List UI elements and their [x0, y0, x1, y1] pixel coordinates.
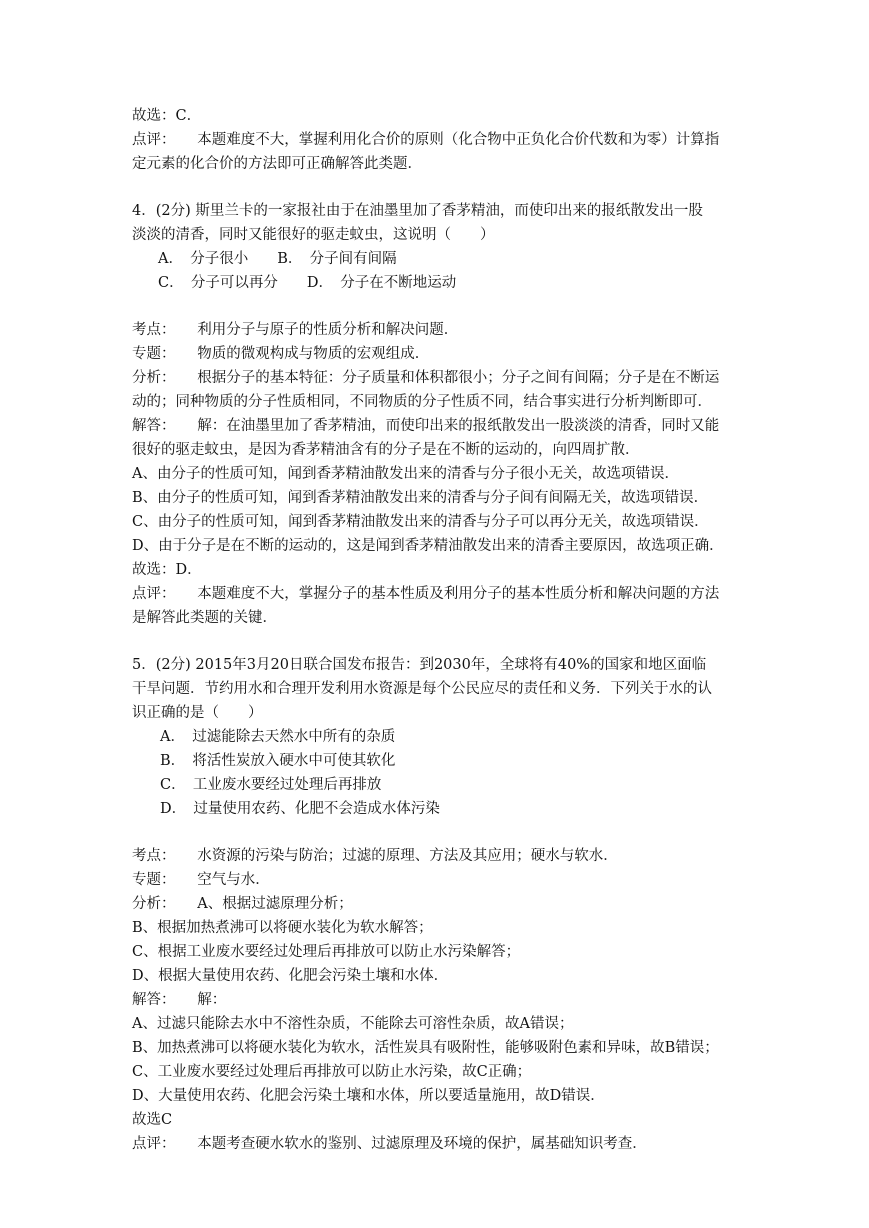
- question-5-option-c: C． 工业废水要经过处理后再排放: [160, 777, 382, 793]
- review-line: 点评： 本题难度不大，掌握分子的基本性质及利用分子的基本性质分析和解决问题的方法: [132, 586, 720, 602]
- question-5-stem: 干旱问题．节约用水和合理开发利用水资源是每个公民应尽的责任和义务．下列关于水的认: [132, 681, 712, 697]
- jieda-line: C、工业废水要经过处理后再排放可以防止水污染，故C正确；: [132, 1064, 532, 1080]
- kaodian-line: 考点： 水资源的污染与防治；过滤的原理、方法及其应用；硬水与软水．: [132, 848, 618, 864]
- fenxi-line: C、根据工业废水要经过处理后再排放可以防止水污染解答；: [132, 944, 521, 960]
- zhuanti-line: 专题： 物质的微观构成与物质的宏观组成．: [132, 346, 430, 362]
- question-5-option-d: D． 过量使用农药、化肥不会造成水体污染: [160, 801, 440, 817]
- question-4-options: C． 分子可以再分 D． 分子在不断地运动: [158, 275, 457, 291]
- question-4-stem: 淡淡的清香，同时又能很好的驱走蚊虫，这说明（ ）: [132, 227, 495, 243]
- zhuanti-line: 专题： 空气与水．: [132, 872, 270, 888]
- kaodian-line: 考点： 利用分子与原子的性质分析和解决问题．: [132, 322, 459, 338]
- review-line: 点评： 本题难度不大，掌握利用化合价的原则（化合物中正负化合价代数和为零）计算指: [132, 132, 720, 148]
- question-5-option-b: B． 将活性炭放入硬水中可使其软化: [160, 753, 396, 769]
- answer-line: 故选：D．: [132, 562, 202, 578]
- jieda-line: A、由分子的性质可知，闻到香茅精油散发出来的清香与分子很小无关，故选项错误．: [132, 466, 679, 482]
- question-5-stem: 识正确的是（ ）: [132, 705, 263, 721]
- jieda-line: A、过滤只能除去水中不溶性杂质，不能除去可溶性杂质，故A错误；: [132, 1016, 574, 1032]
- jieda-line: 很好的驱走蚊虫，是因为香茅精油含有的分子是在不断的运动的，向四周扩散．: [132, 442, 640, 458]
- answer-line: 故选：C．: [132, 108, 202, 124]
- question-5-option-a: A． 过滤能除去天然水中所有的杂质: [160, 729, 396, 745]
- jieda-line: B、加热煮沸可以将硬水装化为软水，活性炭具有吸附性，能够吸附色素和异味，故B错误；: [132, 1040, 719, 1056]
- jieda-line: C、由分子的性质可知，闻到香茅精油散发出来的清香与分子可以再分无关，故选项错误．: [132, 514, 709, 530]
- fenxi-line: D、根据大量使用农药、化肥会污染土壤和水体．: [132, 968, 449, 984]
- question-4-options: A． 分子很小 B． 分子间有间隔: [158, 251, 397, 267]
- jieda-line: D、由于分子是在不断的运动的，这是闻到香茅精油散发出来的清香主要原因，故选项正确．: [132, 538, 724, 554]
- question-4-stem: 4．(2分) 斯里兰卡的一家报社由于在油墨里加了香茅精油，而使印出来的报纸散发出一股: [132, 203, 703, 219]
- fenxi-line: 分析： A、根据过滤原理分析；: [132, 896, 353, 912]
- jieda-line: D、大量使用农药、化肥会污染土壤和水体，所以要适量施用，故D错误．: [132, 1088, 605, 1104]
- answer-line: 故选C: [132, 1112, 173, 1128]
- jieda-line: 解答： 解：: [132, 992, 227, 1008]
- fenxi-line: 动的；同种物质的分子性质相同，不同物质的分子性质不同，结合事实进行分析判断即可．: [132, 394, 712, 410]
- fenxi-line: B、根据加热煮沸可以将硬水装化为软水解答；: [132, 920, 433, 936]
- question-5-stem: 5．(2分) 2015年3月20日联合国发布报告：到2030年，全球将有40%的国家和地区面临: [132, 657, 707, 673]
- fenxi-line: 分析： 根据分子的基本特征：分子质量和体积都很小；分子之间有间隔；分子是在不断运: [132, 370, 720, 386]
- review-line: 是解答此类题的关键．: [132, 610, 277, 626]
- jieda-line: B、由分子的性质可知，闻到香茅精油散发出来的清香与分子间有间隔无关，故选项错误．: [132, 490, 709, 506]
- review-line: 定元素的化合价的方法即可正确解答此类题．: [132, 156, 422, 172]
- jieda-line: 解答： 解：在油墨里加了香茅精油，而使印出来的报纸散发出一股淡淡的清香，同时又能: [132, 418, 720, 434]
- review-line: 点评： 本题考查硬水软水的鉴别、过滤原理及环境的保护，属基础知识考查．: [132, 1136, 647, 1152]
